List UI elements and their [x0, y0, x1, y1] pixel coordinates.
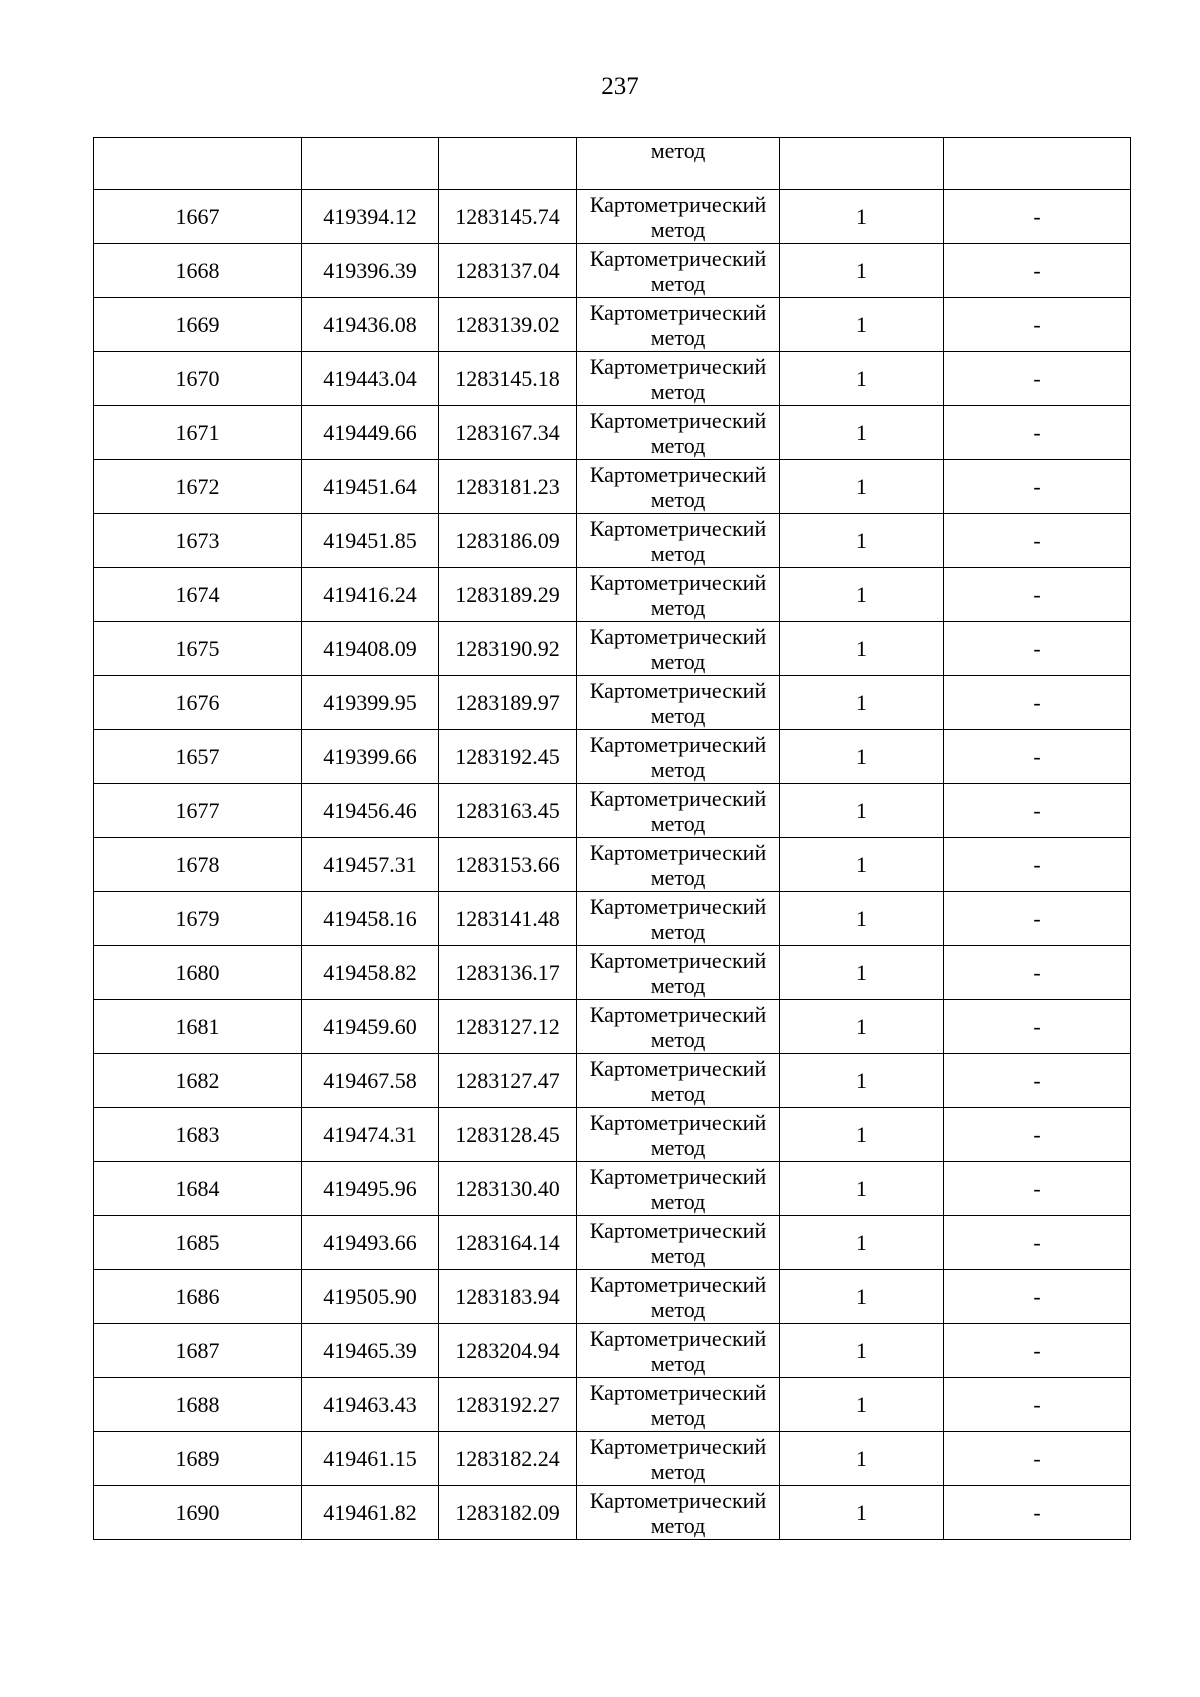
point-cell: 1687	[94, 1324, 302, 1378]
method-cell	[577, 514, 780, 568]
method-cell	[577, 352, 780, 406]
method-cell	[577, 244, 780, 298]
accuracy-cell: 1	[780, 1000, 944, 1054]
accuracy-cell: 1	[780, 352, 944, 406]
method-name: Картометрический	[589, 839, 767, 865]
y-coordinate-cell: 1283192.27	[439, 1378, 577, 1432]
x-coordinate-cell: 419456.46	[302, 784, 439, 838]
method-name: Картометрический	[589, 299, 767, 325]
method-cell	[577, 1216, 780, 1270]
method-word: метод	[650, 918, 706, 944]
note-cell: -	[944, 568, 1131, 622]
accuracy-cell: 1	[780, 1216, 944, 1270]
note-cell: -	[944, 1270, 1131, 1324]
point-cell: 1674	[94, 568, 302, 622]
method-name: Картометрический	[589, 1163, 767, 1189]
note-cell: -	[944, 460, 1131, 514]
method-name: Картометрический	[589, 731, 767, 757]
method-word: метод	[650, 486, 706, 512]
continuation-row	[94, 138, 1131, 190]
method-name: Картометрический	[589, 1217, 767, 1243]
page-number: 237	[601, 73, 639, 100]
x-coordinate-cell: 419459.60	[302, 1000, 439, 1054]
y-coordinate-cell: 1283164.14	[439, 1216, 577, 1270]
accuracy-cell: 1	[780, 676, 944, 730]
table-row	[94, 838, 1131, 892]
point-cell: 1670	[94, 352, 302, 406]
point-cell: 1667	[94, 190, 302, 244]
method-word: метод	[650, 594, 706, 620]
x-coordinate-cell: 419394.12	[302, 190, 439, 244]
note-cell: -	[944, 1324, 1131, 1378]
point-cell	[94, 138, 302, 190]
method-word: метод	[650, 1080, 706, 1106]
method-cell	[577, 1000, 780, 1054]
method-cell	[577, 298, 780, 352]
accuracy-cell: 1	[780, 298, 944, 352]
method-cell	[577, 1486, 780, 1540]
method-word: метод	[650, 1458, 706, 1484]
y-coordinate-cell: 1283130.40	[439, 1162, 577, 1216]
accuracy-cell: 1	[780, 190, 944, 244]
y-coordinate-cell: 1283192.45	[439, 730, 577, 784]
method-cell	[577, 1270, 780, 1324]
method-cell	[577, 406, 780, 460]
point-cell: 1689	[94, 1432, 302, 1486]
note-cell: -	[944, 1054, 1131, 1108]
y-coordinate-cell: 1283145.18	[439, 352, 577, 406]
method-name: Картометрический	[589, 569, 767, 595]
x-coordinate-cell: 419443.04	[302, 352, 439, 406]
note-cell: -	[944, 838, 1131, 892]
method-word: метод	[650, 432, 706, 458]
method-cell	[577, 1162, 780, 1216]
method-word: метод	[650, 702, 706, 728]
x-coordinate-cell: 419461.15	[302, 1432, 439, 1486]
point-cell: 1677	[94, 784, 302, 838]
method-cell	[577, 568, 780, 622]
note-cell: -	[944, 784, 1131, 838]
method-name: Картометрический	[589, 785, 767, 811]
table-row	[94, 1324, 1131, 1378]
y-coordinate-cell: 1283183.94	[439, 1270, 577, 1324]
method-cell	[577, 838, 780, 892]
table-row	[94, 676, 1131, 730]
x-coordinate-cell: 419451.64	[302, 460, 439, 514]
table-row	[94, 1432, 1131, 1486]
method-cell	[577, 1378, 780, 1432]
y-coordinate-cell: 1283189.29	[439, 568, 577, 622]
note-cell	[944, 138, 1131, 190]
accuracy-cell: 1	[780, 1054, 944, 1108]
table-row	[94, 1108, 1131, 1162]
note-cell: -	[944, 1486, 1131, 1540]
table-row	[94, 784, 1131, 838]
method-word: метод	[650, 216, 706, 242]
method-name: Картометрический	[589, 893, 767, 919]
method-name: Картометрический	[589, 407, 767, 433]
accuracy-cell: 1	[780, 1270, 944, 1324]
point-cell: 1679	[94, 892, 302, 946]
note-cell: -	[944, 622, 1131, 676]
point-cell: 1686	[94, 1270, 302, 1324]
note-cell: -	[944, 1216, 1131, 1270]
note-cell: -	[944, 298, 1131, 352]
x-coordinate-cell: 419396.39	[302, 244, 439, 298]
method-word: метод	[650, 378, 706, 404]
method-word: метод	[650, 1296, 706, 1322]
method-tail: метод	[650, 138, 706, 163]
y-coordinate-cell: 1283204.94	[439, 1324, 577, 1378]
x-coordinate-cell: 419399.66	[302, 730, 439, 784]
note-cell: -	[944, 730, 1131, 784]
y-coordinate-cell: 1283189.97	[439, 676, 577, 730]
method-cell	[577, 1324, 780, 1378]
note-cell: -	[944, 1108, 1131, 1162]
accuracy-cell: 1	[780, 406, 944, 460]
method-word: метод	[650, 648, 706, 674]
method-name: Картометрический	[589, 623, 767, 649]
x-coordinate-cell: 419457.31	[302, 838, 439, 892]
method-name: Картометрический	[589, 1055, 767, 1081]
method-name: Картометрический	[589, 677, 767, 703]
x-coordinate-cell: 419458.82	[302, 946, 439, 1000]
note-cell: -	[944, 676, 1131, 730]
note-cell: -	[944, 1432, 1131, 1486]
y-coordinate-cell: 1283137.04	[439, 244, 577, 298]
note-cell: -	[944, 1162, 1131, 1216]
point-cell: 1678	[94, 838, 302, 892]
point-cell: 1669	[94, 298, 302, 352]
x-coordinate-cell: 419458.16	[302, 892, 439, 946]
method-cell	[577, 1432, 780, 1486]
method-word: метод	[650, 972, 706, 998]
method-cell	[577, 676, 780, 730]
method-name: Картометрический	[589, 353, 767, 379]
x-coordinate-cell: 419461.82	[302, 1486, 439, 1540]
method-word: метод	[650, 270, 706, 296]
x-coordinate-cell: 419399.95	[302, 676, 439, 730]
point-cell: 1680	[94, 946, 302, 1000]
method-name: Картометрический	[589, 191, 767, 217]
table-row	[94, 352, 1131, 406]
method-name: Картометрический	[589, 461, 767, 487]
note-cell: -	[944, 244, 1131, 298]
accuracy-cell: 1	[780, 1324, 944, 1378]
y-coordinate-cell: 1283141.48	[439, 892, 577, 946]
note-cell: -	[944, 1000, 1131, 1054]
method-name: Картометрический	[589, 1433, 767, 1459]
table-row	[94, 1270, 1131, 1324]
x-coordinate-cell: 419436.08	[302, 298, 439, 352]
method-name: Картометрический	[589, 1271, 767, 1297]
accuracy-cell: 1	[780, 838, 944, 892]
note-cell: -	[944, 892, 1131, 946]
method-name: Картометрический	[589, 1001, 767, 1027]
accuracy-cell: 1	[780, 892, 944, 946]
method-word: метод	[650, 1512, 706, 1538]
method-word: метод	[650, 810, 706, 836]
y-coordinate-cell: 1283145.74	[439, 190, 577, 244]
note-cell: -	[944, 352, 1131, 406]
method-word: метод	[650, 864, 706, 890]
y-coordinate-cell: 1283190.92	[439, 622, 577, 676]
point-cell: 1682	[94, 1054, 302, 1108]
method-cell	[577, 784, 780, 838]
method-cell	[577, 190, 780, 244]
method-word: метод	[650, 756, 706, 782]
table-row	[94, 514, 1131, 568]
method-word: метод	[650, 1188, 706, 1214]
table-row	[94, 568, 1131, 622]
table-row	[94, 946, 1131, 1000]
point-cell: 1690	[94, 1486, 302, 1540]
note-cell: -	[944, 190, 1131, 244]
x-coordinate-cell: 419416.24	[302, 568, 439, 622]
point-cell: 1683	[94, 1108, 302, 1162]
method-word: метод	[650, 324, 706, 350]
point-cell: 1684	[94, 1162, 302, 1216]
accuracy-cell: 1	[780, 568, 944, 622]
x-coordinate-cell: 419505.90	[302, 1270, 439, 1324]
accuracy-cell: 1	[780, 1162, 944, 1216]
note-cell: -	[944, 1378, 1131, 1432]
point-cell: 1685	[94, 1216, 302, 1270]
accuracy-cell: 1	[780, 784, 944, 838]
method-word: метод	[650, 540, 706, 566]
table-row	[94, 730, 1131, 784]
x-coordinate-cell: 419474.31	[302, 1108, 439, 1162]
table-row	[94, 892, 1131, 946]
note-cell: -	[944, 406, 1131, 460]
method-cell	[577, 138, 780, 190]
table-row	[94, 244, 1131, 298]
point-cell: 1675	[94, 622, 302, 676]
accuracy-cell: 1	[780, 622, 944, 676]
y-coordinate-cell: 1283136.17	[439, 946, 577, 1000]
table-row	[94, 406, 1131, 460]
point-cell: 1681	[94, 1000, 302, 1054]
method-word: метод	[650, 1134, 706, 1160]
x-coordinate-cell: 419495.96	[302, 1162, 439, 1216]
method-cell	[577, 946, 780, 1000]
point-cell: 1676	[94, 676, 302, 730]
method-word: метод	[650, 1404, 706, 1430]
y-coordinate-cell: 1283186.09	[439, 514, 577, 568]
method-name: Картометрический	[589, 947, 767, 973]
x-coordinate-cell: 419493.66	[302, 1216, 439, 1270]
accuracy-cell: 1	[780, 1108, 944, 1162]
note-cell: -	[944, 946, 1131, 1000]
note-cell: -	[944, 514, 1131, 568]
point-cell: 1672	[94, 460, 302, 514]
method-cell	[577, 622, 780, 676]
accuracy-cell: 1	[780, 1432, 944, 1486]
y-coordinate-cell: 1283127.12	[439, 1000, 577, 1054]
y-coordinate-cell: 1283163.45	[439, 784, 577, 838]
x-coordinate-cell: 419467.58	[302, 1054, 439, 1108]
x-coordinate-cell: 419408.09	[302, 622, 439, 676]
method-word: метод	[650, 1026, 706, 1052]
y-cell	[439, 138, 577, 190]
y-coordinate-cell: 1283127.47	[439, 1054, 577, 1108]
table-row	[94, 190, 1131, 244]
method-name: Картометрический	[589, 1325, 767, 1351]
table-row	[94, 1000, 1131, 1054]
method-name: Картометрический	[589, 1109, 767, 1135]
method-word: метод	[650, 1242, 706, 1268]
method-word: метод	[650, 1350, 706, 1376]
method-cell	[577, 460, 780, 514]
x-coordinate-cell: 419449.66	[302, 406, 439, 460]
method-name: Картометрический	[589, 245, 767, 271]
point-cell: 1673	[94, 514, 302, 568]
method-name: Картометрический	[589, 515, 767, 541]
y-coordinate-cell: 1283128.45	[439, 1108, 577, 1162]
method-cell	[577, 1108, 780, 1162]
method-cell	[577, 730, 780, 784]
x-cell	[302, 138, 439, 190]
accuracy-cell: 1	[780, 244, 944, 298]
accuracy-cell	[780, 138, 944, 190]
point-cell: 1688	[94, 1378, 302, 1432]
y-coordinate-cell: 1283153.66	[439, 838, 577, 892]
accuracy-cell: 1	[780, 1486, 944, 1540]
table-row	[94, 298, 1131, 352]
accuracy-cell: 1	[780, 1378, 944, 1432]
method-name: Картометрический	[589, 1379, 767, 1405]
table-row	[94, 1378, 1131, 1432]
coordinates-table	[93, 137, 1131, 1540]
table-row	[94, 1486, 1131, 1540]
accuracy-cell: 1	[780, 514, 944, 568]
method-cell	[577, 892, 780, 946]
method-name: Картометрический	[589, 1487, 767, 1513]
y-coordinate-cell: 1283167.34	[439, 406, 577, 460]
table-row	[94, 1216, 1131, 1270]
accuracy-cell: 1	[780, 730, 944, 784]
x-coordinate-cell: 419451.85	[302, 514, 439, 568]
point-cell: 1671	[94, 406, 302, 460]
accuracy-cell: 1	[780, 946, 944, 1000]
y-coordinate-cell: 1283139.02	[439, 298, 577, 352]
table-row	[94, 1162, 1131, 1216]
y-coordinate-cell: 1283182.24	[439, 1432, 577, 1486]
table-row	[94, 460, 1131, 514]
method-cell	[577, 1054, 780, 1108]
y-coordinate-cell: 1283182.09	[439, 1486, 577, 1540]
table-row	[94, 1054, 1131, 1108]
accuracy-cell: 1	[780, 460, 944, 514]
y-coordinate-cell: 1283181.23	[439, 460, 577, 514]
point-cell: 1668	[94, 244, 302, 298]
table-row	[94, 622, 1131, 676]
x-coordinate-cell: 419465.39	[302, 1324, 439, 1378]
point-cell: 1657	[94, 730, 302, 784]
x-coordinate-cell: 419463.43	[302, 1378, 439, 1432]
